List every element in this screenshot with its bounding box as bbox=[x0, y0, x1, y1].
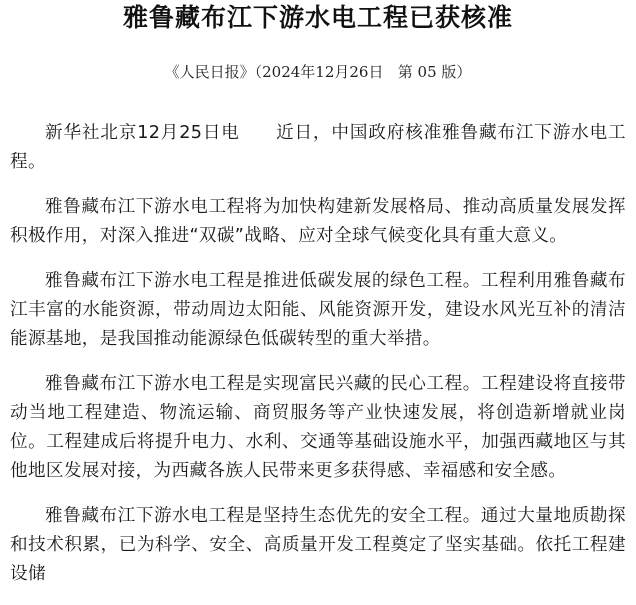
article-headline: 雅鲁藏布江下游水电工程已获核准 bbox=[122, 3, 513, 32]
article-body bbox=[10, 119, 626, 605]
source-line bbox=[0, 61, 636, 83]
paragraph-1-text: 近日，中国政府核准雅鲁藏布江下游水电工程。 bbox=[10, 123, 627, 172]
source-date: （2024年12月26日 bbox=[254, 63, 384, 81]
paragraph-5: 雅鲁藏布江下游水电工程是坚持生态优先的安全工程。通过大量地质勘探和技术积累，已为科学、安全、高质量开发工程奠定了坚实基础。依托工程建设储 bbox=[10, 506, 626, 584]
paragraph-2: 雅鲁藏布江下游水电工程将为加快构建新发展格局、推动高质量发展发挥积极作用，对深入推进“双碳”战略、应对全球气候变化具有重大意义。 bbox=[10, 197, 626, 246]
paragraph-3: 雅鲁藏布江下游水电工程是推进低碳发展的绿色工程。工程利用雅鲁藏布江丰富的水能资源，带动周边太阳能、风能资源开发，建设水风光互补的清洁能源基地，是我国推动能源绿色低碳转型的重大举措。 bbox=[10, 271, 626, 349]
source-page: 第 05 版） bbox=[397, 63, 472, 81]
paragraph-4: 雅鲁藏布江下游水电工程是实现富民兴藏的民心工程。工程建设将直接带动当地工程建造、物流运输、商贸服务等产业快速发展，将创造新增就业岗位。工程建成后将提升电力、水利、交通等基础设施水平，加强西藏地区与其他地区发展对接，为西藏各族人民带来更多获得感、幸福感和安全感。 bbox=[10, 374, 626, 481]
source-paper: 《人民日报》 bbox=[164, 63, 255, 81]
paragraph-1 bbox=[10, 119, 626, 177]
dateline: 新华社北京12月25日电 bbox=[45, 123, 240, 143]
